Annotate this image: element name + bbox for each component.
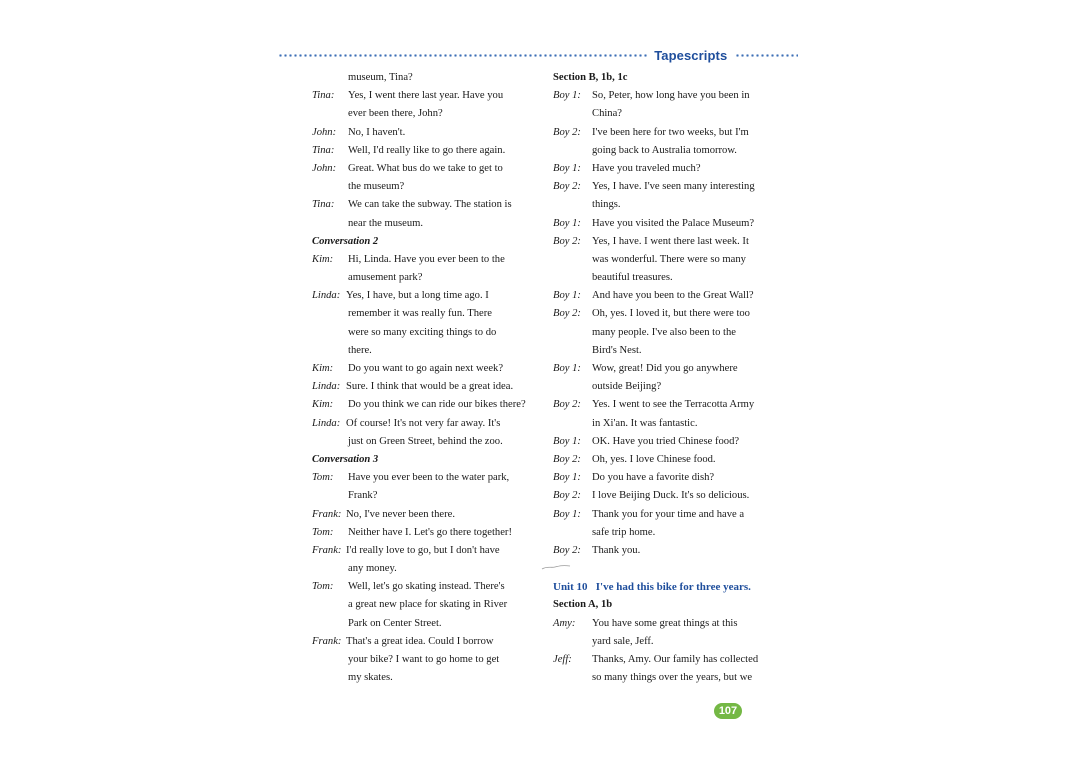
- speaker-label: Kim:: [312, 253, 334, 265]
- dialogue-line: [553, 305, 788, 323]
- dialogue-text: We can take the subway. The station is: [348, 199, 512, 211]
- speaker-label: Boy 2:: [553, 235, 581, 247]
- dialogue-text: outside Beijing?: [592, 381, 662, 393]
- dialogue-text: Do you think we can ride our bikes there?: [348, 399, 526, 411]
- dialogue-line: [553, 215, 788, 233]
- speaker-label: Tina:: [312, 199, 335, 211]
- conversation-heading: Conversation 3: [312, 453, 379, 465]
- dialogue-text: Oh, yes. I loved it, but there were too: [592, 308, 750, 320]
- pen-mark: [541, 563, 571, 571]
- dialogue-line: [312, 433, 544, 451]
- header-dotted-rule-left: [278, 54, 648, 57]
- dialogue-line: [312, 487, 544, 505]
- dialogue-text: Have you visited the Palace Museum?: [592, 217, 755, 229]
- speaker-label: Frank:: [312, 508, 342, 520]
- dialogue-text: Yes. I went to see the Terracotta Army: [592, 399, 755, 411]
- dialogue-line: [312, 215, 544, 233]
- dialogue-text: many people. I've also been to the: [592, 326, 736, 338]
- dialogue-text: You have some great things at this: [592, 617, 738, 629]
- speaker-label: Amy:: [553, 617, 576, 629]
- section-heading: Section A, 1b: [553, 599, 613, 611]
- dialogue-text: the museum?: [348, 181, 405, 193]
- dialogue-line: [553, 342, 788, 360]
- speaker-label: Jeff:: [553, 654, 572, 665]
- speaker-label: Tom:: [312, 581, 334, 593]
- dialogue-line: [553, 196, 788, 214]
- dialogue-text: in Xi'an. It was fantastic.: [592, 417, 698, 429]
- dialogue-line: [553, 396, 788, 414]
- dialogue-text: Thank you.: [592, 544, 641, 556]
- speaker-label: Linda:: [312, 417, 341, 429]
- speaker-label: Boy 1:: [553, 508, 581, 520]
- dialogue-line: [312, 105, 544, 123]
- dialogue-text: my skates.: [348, 672, 393, 684]
- dialogue-text: I love Beijing Duck. It's so delicious.: [592, 490, 750, 502]
- speaker-label: Frank:: [312, 544, 342, 556]
- dialogue-text: Great. What bus do we take to get to: [348, 162, 503, 174]
- dialogue-line: [553, 506, 788, 524]
- speaker-label: Boy 1:: [553, 363, 581, 374]
- speaker-label: Boy 1:: [553, 472, 581, 484]
- speaker-label: Boy 2:: [553, 453, 581, 465]
- speaker-label: Boy 1:: [553, 217, 581, 229]
- dialogue-text: That's a great idea. Could I borrow: [346, 635, 494, 647]
- dialogue-text: museum, Tina?: [348, 72, 413, 83]
- dialogue-line: [312, 142, 544, 160]
- dialogue-line: [312, 615, 544, 633]
- section-heading: Section B, 1b, 1c: [553, 72, 628, 83]
- speaker-label: Linda:: [312, 290, 341, 302]
- dialogue-line: [553, 415, 788, 433]
- speaker-label: Boy 2:: [553, 490, 581, 502]
- page-header: [278, 46, 798, 64]
- speaker-label: Boy 2:: [553, 181, 581, 193]
- dialogue-line: [553, 651, 788, 669]
- dialogue-line: [553, 633, 788, 651]
- dialogue-line: [553, 178, 788, 196]
- dialogue-line: [312, 415, 544, 433]
- dialogue-line: [312, 287, 544, 305]
- dialogue-line: [553, 433, 788, 451]
- dialogue-text: a great new place for skating in River: [348, 599, 508, 611]
- dialogue-line: [553, 524, 788, 542]
- dialogue-line: [553, 105, 788, 123]
- dialogue-text: Hi, Linda. Have you ever been to the: [348, 253, 505, 265]
- dialogue-text: any money.: [348, 563, 397, 575]
- dialogue-text: Thank you for your time and have a: [592, 508, 745, 520]
- dialogue-text: yard sale, Jeff.: [592, 635, 654, 647]
- dialogue-text: was wonderful. There were so many: [592, 253, 746, 265]
- speaker-label: Boy 2:: [553, 399, 581, 411]
- dialogue-text: remember it was really fun. There: [348, 308, 492, 320]
- dialogue-text: Park on Center Street.: [348, 617, 442, 629]
- dialogue-text: I'd really love to go, but I don't have: [346, 544, 500, 556]
- dialogue-text: amusement park?: [348, 272, 423, 284]
- right-column: [553, 69, 788, 687]
- speaker-label: John:: [312, 126, 337, 138]
- dialogue-line: [553, 124, 788, 142]
- page-number: 107: [714, 703, 742, 719]
- dialogue-line: [312, 69, 544, 87]
- dialogue-text: Yes, I have. I went there last week. It: [592, 235, 749, 247]
- dialogue-line: [312, 506, 544, 524]
- dialogue-line: [312, 251, 544, 269]
- header-title: Tapescripts: [654, 47, 728, 63]
- dialogue-text: Well, I'd really like to go there again.: [348, 144, 506, 156]
- dialogue-line: [312, 87, 544, 105]
- dialogue-line: [312, 305, 544, 323]
- speaker-label: Boy 2:: [553, 126, 581, 138]
- speaker-label: Boy 2:: [553, 544, 581, 556]
- dialogue-text: Of course! It's not very far away. It's: [346, 417, 501, 429]
- dialogue-text: going back to Australia tomorrow.: [592, 144, 737, 156]
- dialogue-text: Yes, I went there last year. Have you: [348, 90, 504, 102]
- dialogue-text: just on Green Street, behind the zoo.: [348, 435, 503, 447]
- dialogue-line: [312, 596, 544, 614]
- unit-heading: Unit 10 I've had this bike for three years.: [553, 581, 751, 594]
- dialogue-text: Oh, yes. I love Chinese food.: [592, 453, 716, 465]
- dialogue-line: [553, 233, 788, 251]
- dialogue-text: Thanks, Amy. Our family has collected: [592, 654, 759, 665]
- dialogue-line: [553, 87, 788, 105]
- speaker-label: Boy 1:: [553, 162, 581, 174]
- dialogue-text: your bike? I want to go home to get: [348, 654, 500, 665]
- dialogue-text: Wow, great! Did you go anywhere: [592, 363, 738, 374]
- dialogue-text: beautiful treasures.: [592, 272, 673, 284]
- dialogue-line: [312, 324, 544, 342]
- dialogue-text: Sure. I think that would be a great idea.: [346, 381, 514, 393]
- dialogue-line: [553, 324, 788, 342]
- dialogue-line: [553, 287, 788, 305]
- dialogue-text: things.: [592, 199, 621, 211]
- dialogue-line: [312, 560, 544, 578]
- speaker-label: Kim:: [312, 363, 334, 374]
- dialogue-text: No, I've never been there.: [346, 508, 455, 520]
- dialogue-text: Yes, I have. I've seen many interesting: [592, 181, 755, 193]
- speaker-label: Tina:: [312, 90, 335, 102]
- dialogue-text: China?: [592, 108, 623, 120]
- speaker-label: John:: [312, 162, 337, 174]
- dialogue-text: I've been here for two weeks, but I'm: [592, 126, 749, 138]
- dialogue-line: [312, 542, 544, 560]
- dialogue-line: [553, 269, 788, 287]
- dialogue-text: near the museum.: [348, 217, 424, 229]
- dialogue-line: [312, 196, 544, 214]
- dialogue-line: [312, 269, 544, 287]
- dialogue-line: [312, 633, 544, 651]
- dialogue-text: Well, let's go skating instead. There's: [348, 581, 505, 593]
- dialogue-line: [312, 360, 544, 378]
- dialogue-text: Bird's Nest.: [592, 344, 642, 356]
- dialogue-text: ever been there, John?: [348, 108, 443, 120]
- speaker-label: Boy 1:: [553, 90, 581, 102]
- speaker-label: Boy 1:: [553, 290, 581, 302]
- speaker-label: Tina:: [312, 144, 335, 156]
- header-dotted-rule-right: [735, 54, 798, 57]
- dialogue-line: [553, 669, 788, 687]
- dialogue-text: OK. Have you tried Chinese food?: [592, 435, 740, 447]
- spacer: [553, 560, 788, 578]
- dialogue-line: [553, 487, 788, 505]
- dialogue-text: Yes, I have, but a long time ago. I: [346, 290, 489, 302]
- dialogue-line: [553, 142, 788, 160]
- dialogue-line: [312, 651, 544, 669]
- speaker-label: Boy 1:: [553, 435, 581, 447]
- speaker-label: Linda:: [312, 381, 341, 393]
- speaker-label: Tom:: [312, 526, 334, 538]
- dialogue-line: [553, 251, 788, 269]
- dialogue-line: [553, 542, 788, 560]
- dialogue-text: Have you ever been to the water park,: [348, 472, 510, 484]
- dialogue-text: Neither have I. Let's go there together!: [348, 526, 512, 538]
- dialogue-text: Have you traveled much?: [592, 162, 701, 174]
- dialogue-line: [553, 360, 788, 378]
- dialogue-line: [553, 378, 788, 396]
- dialogue-line: [312, 524, 544, 542]
- dialogue-line: [312, 396, 544, 414]
- speaker-label: Kim:: [312, 399, 334, 411]
- dialogue-line: [312, 578, 544, 596]
- speaker-label: Boy 2:: [553, 308, 581, 320]
- dialogue-text: there.: [348, 344, 372, 356]
- dialogue-text: so many things over the years, but we: [592, 672, 753, 684]
- dialogue-text: And have you been to the Great Wall?: [592, 290, 754, 302]
- dialogue-text: Frank?: [348, 490, 378, 502]
- dialogue-line: [553, 451, 788, 469]
- dialogue-line: [312, 342, 544, 360]
- dialogue-text: Do you have a favorite dish?: [592, 472, 715, 484]
- dialogue-line: [553, 160, 788, 178]
- dialogue-line: [553, 469, 788, 487]
- dialogue-text: were so many exciting things to do: [348, 326, 497, 338]
- left-column: [312, 69, 544, 687]
- speaker-label: Frank:: [312, 635, 342, 647]
- dialogue-text: Do you want to go again next week?: [348, 363, 504, 374]
- dialogue-text: No, I haven't.: [348, 126, 406, 138]
- dialogue-text: safe trip home.: [592, 526, 656, 538]
- dialogue-line: [553, 615, 788, 633]
- dialogue-line: [312, 124, 544, 142]
- dialogue-line: [312, 178, 544, 196]
- conversation-heading: Conversation 2: [312, 235, 379, 247]
- dialogue-line: [312, 669, 544, 687]
- dialogue-line: [312, 469, 544, 487]
- dialogue-line: [312, 160, 544, 178]
- dialogue-text: So, Peter, how long have you been in: [592, 90, 750, 102]
- dialogue-line: [312, 378, 544, 396]
- speaker-label: Tom:: [312, 472, 334, 484]
